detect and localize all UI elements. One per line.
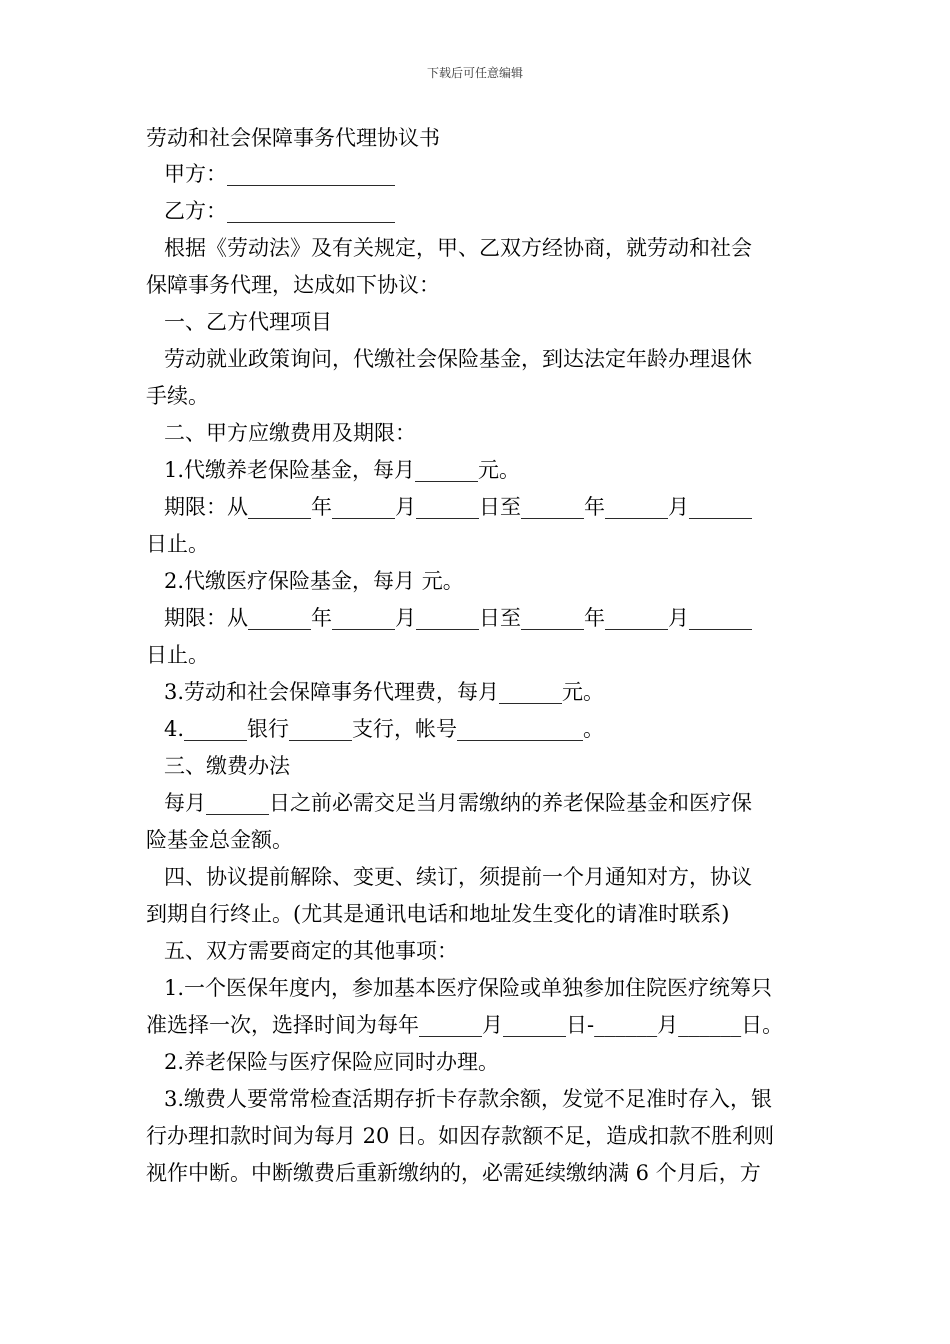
paragraph-line: 2.养老保险与医疗保险应同时办理。 xyxy=(164,1050,500,1074)
paragraph-line: 根据《劳动法》及有关规定，甲、乙双方经协商，就劳动和社会 xyxy=(164,236,752,260)
paragraph-line: 甲方：________________ xyxy=(164,162,395,186)
paragraph-line: 2.代缴医疗保险基金，每月 元。 xyxy=(164,569,464,593)
paragraph-line: 每月______日之前必需交足当月需缴纳的养老保险基金和医疗保 xyxy=(164,791,752,815)
paragraph-line: 4.______银行______支行，帐号____________。 xyxy=(164,717,605,741)
page-header: 下载后可任意编辑 xyxy=(426,66,523,80)
paragraph-line: 视作中断。中断缴费后重新缴纳的，必需延续缴纳满 6 个月后，方 xyxy=(146,1161,761,1185)
paragraph-line: 手续。 xyxy=(146,384,209,408)
paragraph-line: 1.代缴养老保险基金，每月______元。 xyxy=(164,458,521,482)
section-heading: 五、双方需要商定的其他事项： xyxy=(164,939,458,963)
section-heading: 三、缴费办法 xyxy=(164,754,290,778)
paragraph-line: 劳动就业政策询问，代缴社会保险基金，到达法定年龄办理退休 xyxy=(164,347,752,371)
paragraph-line: 行办理扣款时间为每月 20 日。如因存款额不足，造成扣款不胜利则 xyxy=(146,1124,775,1148)
document-title: 劳动和社会保障事务代理协议书 xyxy=(146,126,440,150)
paragraph-line: 期限：从______年______月______日至______年______月______ xyxy=(164,495,752,519)
paragraph-line: 日止。 xyxy=(146,643,209,667)
paragraph-line: 3.缴费人要常常检查活期存折卡存款余额，发觉不足准时存入，银 xyxy=(164,1087,773,1111)
paragraph-line: 3.劳动和社会保障事务代理费，每月______元。 xyxy=(164,680,605,704)
paragraph-line: 保障事务代理，达成如下协议： xyxy=(146,273,440,297)
section-heading: 一、乙方代理项目 xyxy=(164,310,332,334)
paragraph-line: 期限：从______年______月______日至______年______月______ xyxy=(164,606,752,630)
paragraph-line: 险基金总金额。 xyxy=(146,828,293,852)
paragraph-line: 到期自行终止。(尤其是通讯电话和地址发生变化的请准时联系) xyxy=(146,902,730,926)
section-heading: 二、甲方应缴费用及期限： xyxy=(164,421,416,445)
paragraph-line: 1.一个医保年度内，参加基本医疗保险或单独参加住院医疗统筹只 xyxy=(164,976,773,1000)
paragraph-line: 乙方：________________ xyxy=(164,199,395,223)
paragraph-line: 准选择一次，选择时间为每年______月______日-______月______日。 xyxy=(146,1013,784,1037)
paragraph-line: 日止。 xyxy=(146,532,209,556)
paragraph-line: 四、协议提前解除、变更、续订，须提前一个月通知对方，协议 xyxy=(164,865,752,889)
